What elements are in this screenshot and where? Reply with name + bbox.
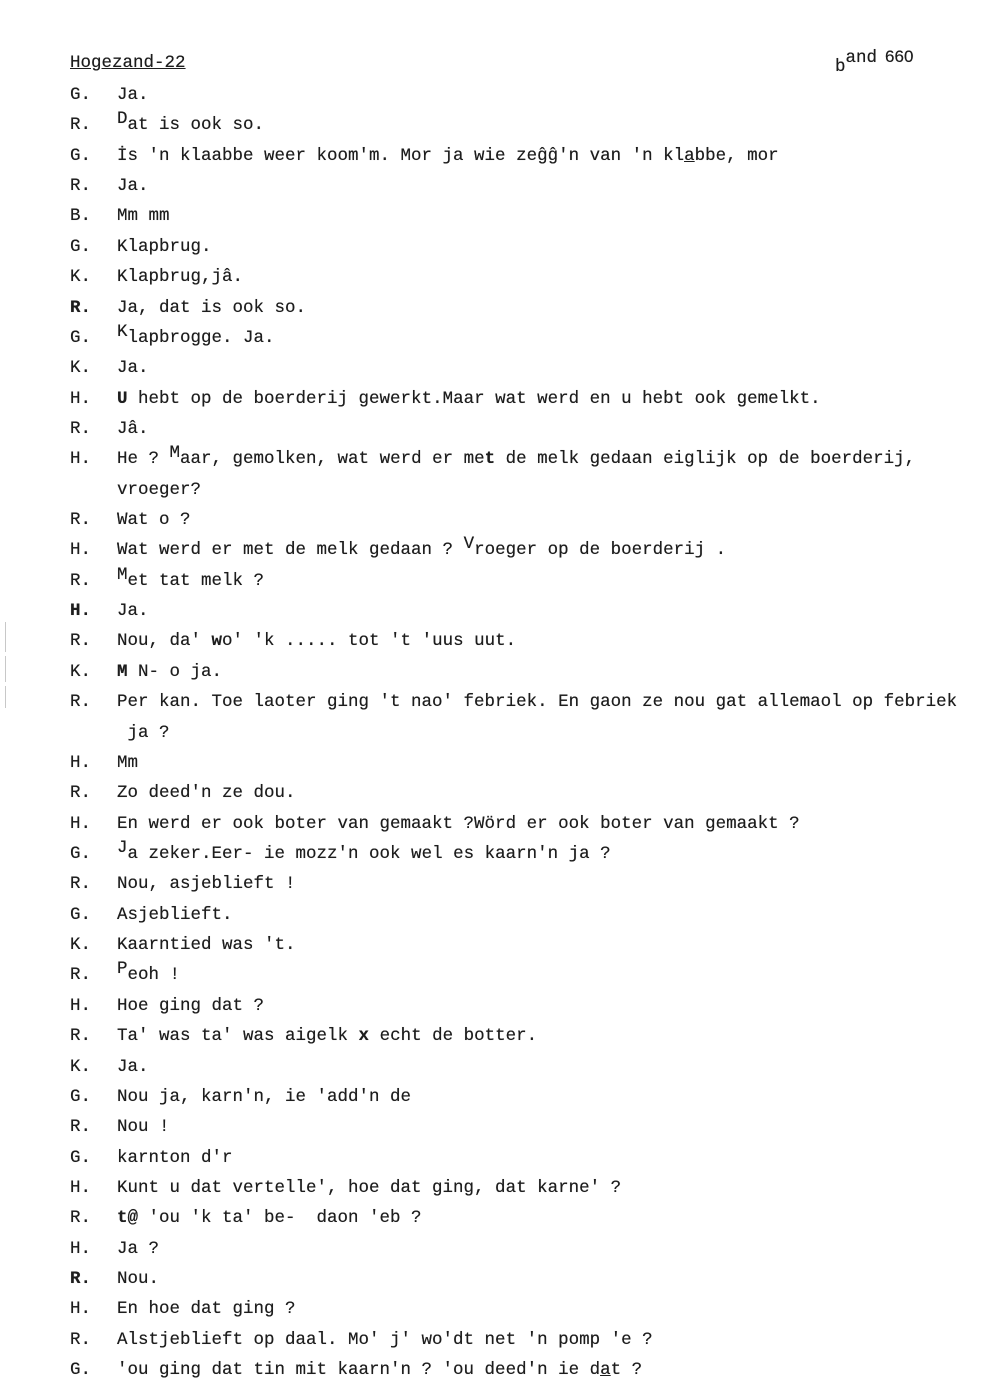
speaker-label: R. (70, 631, 92, 652)
utterance-text (117, 418, 149, 440)
speaker-label: R. (70, 418, 92, 439)
text-segment: En hoe dat ging ? (117, 1299, 296, 1320)
speaker-label: H. (70, 1299, 92, 1320)
speaker-label: R. (70, 115, 92, 136)
text-segment: He ? (117, 449, 170, 470)
text-segment: Klapbrug. (117, 236, 212, 257)
text-segment: echt de botter. (369, 1026, 538, 1047)
speaker-label: K. (70, 358, 92, 379)
band-letter-b: b (835, 57, 846, 77)
text-segment: at is ook so. (127, 115, 265, 136)
band-letters-and: and (845, 48, 878, 68)
text-segment: ja ? (117, 722, 170, 743)
paper-edge-mark (5, 686, 6, 708)
overstruck-text: M (117, 661, 128, 682)
utterance-text (117, 1359, 642, 1381)
speaker-label: G. (70, 1147, 92, 1168)
text-segment: hebt op de boerderij gewerkt.Maar wat werd en u hebt ook gemelkt. (127, 388, 821, 409)
speaker-label: G. (70, 236, 92, 257)
speaker-label: K. (70, 1056, 92, 1077)
utterance-text (117, 1147, 233, 1169)
overstruck-text: t@ (117, 1208, 139, 1229)
text-segment: karnton d'r (117, 1147, 233, 1168)
text-segment: Kunt u dat vertelle', hoe dat ging, dat karne' ? (117, 1177, 622, 1198)
speaker-label: B. (70, 206, 92, 227)
raised-letter: V (463, 534, 475, 555)
speaker-label: R. (70, 783, 92, 804)
text-segment: lapbrogge. Ja. (127, 327, 275, 348)
text-segment: Wat o ? (117, 510, 191, 531)
speaker-label: R. (70, 965, 92, 986)
raised-letter: D (117, 109, 128, 130)
text-segment: Alstjeblieft op daal. Mo' j' wo'dt net 'n pomp 'e ? (117, 1329, 653, 1350)
speaker-label: H. (70, 995, 92, 1016)
raised-letter: M (169, 443, 181, 464)
utterance-text (117, 1298, 296, 1320)
speaker-label: H. (70, 1238, 92, 1259)
utterance-text (117, 1207, 422, 1229)
text-segment: 'ou 'k ta' be- daon 'eb ? (138, 1208, 422, 1229)
text-segment: Hoe ging dat ? (117, 995, 265, 1016)
speaker-label: G. (70, 904, 92, 925)
text-segment: Ja. (117, 358, 149, 379)
utterance-text (117, 1177, 621, 1199)
speaker-label: G. (70, 145, 92, 166)
speaker-label: H. (70, 752, 92, 773)
utterance-text (117, 297, 306, 319)
band-reference (835, 46, 914, 77)
text-segment: de melk gedaan eiglijk op de boerderij, (495, 449, 916, 470)
speaker-label: H. (70, 449, 92, 470)
utterance-text (117, 838, 611, 865)
utterance-text (117, 600, 149, 622)
speaker-label: R. (70, 570, 92, 591)
text-segment: Nou, asjeblieft ! (117, 874, 296, 895)
raised-letter: J (117, 838, 128, 858)
utterance-text (117, 1329, 653, 1351)
utterance-text (117, 175, 149, 197)
text-segment: vroeger? (117, 479, 202, 500)
utterance-text (117, 782, 296, 804)
utterance-text (117, 1238, 159, 1260)
text-segment: Per kan. Toe laoter ging 't nao' febriek. En gaon ze nou gat allemaol op febriek (117, 692, 958, 713)
utterance-text (117, 443, 916, 470)
utterance-text (117, 1116, 170, 1138)
text-segment: Mm (117, 752, 139, 773)
speaker-label: G. (70, 1360, 92, 1381)
utterance-text (117, 995, 264, 1017)
utterance-text (117, 321, 275, 349)
utterance-text (117, 873, 296, 895)
text-segment: Jâ. (117, 418, 149, 439)
text-segment: Ja. (117, 601, 149, 622)
speaker-label: R. (70, 1026, 92, 1047)
utterance-text (117, 1268, 159, 1290)
utterance-text (117, 388, 821, 410)
text-segment: a zeker.Eer- ie mozz'n ook wel es kaarn'n ja ? (127, 844, 611, 864)
text-segment: bbe, mor (694, 145, 779, 166)
underlined-letter: a (600, 1360, 611, 1381)
text-segment: aar, gemolken, wat werd er me (180, 449, 485, 470)
document-title: Hogezand-22 (70, 53, 186, 73)
utterance-text (117, 109, 265, 136)
text-segment: Asjeblieft. (117, 904, 233, 925)
text-segment: Ja. (117, 176, 149, 197)
text-segment: Nou ja, karn'n, ie 'add'n de (117, 1086, 412, 1107)
utterance-text (117, 630, 516, 652)
utterance-text (117, 752, 138, 774)
text-segment: 'ou ging dat tin mit kaarn'n ? 'ou deed'n ie d (117, 1360, 601, 1381)
speaker-label: G. (70, 844, 92, 864)
speaker-label: H. (70, 1177, 92, 1198)
utterance-text (117, 813, 800, 835)
utterance-text (117, 145, 779, 167)
utterance-text (117, 904, 233, 926)
underlined-letter: a (684, 145, 695, 166)
utterance-text (117, 236, 212, 258)
speaker-label: R. (70, 692, 92, 713)
text-segment: Ta' was ta' was aigelk (117, 1026, 359, 1047)
speaker-label: R. (70, 1117, 92, 1138)
utterance-text (117, 1025, 537, 1047)
speaker-label: G. (70, 1086, 92, 1107)
speaker-label: R. (70, 297, 92, 318)
text-segment: Ja, dat is ook so. (117, 297, 307, 318)
utterance-text (117, 84, 149, 106)
text-segment: Nou, da' (117, 631, 212, 652)
overstruck-text: w (211, 631, 223, 652)
text-segment: Nou. (117, 1269, 160, 1290)
text-segment: o' 'k ..... tot 't 'uus uut. (222, 631, 517, 652)
band-number: 660 (885, 47, 914, 66)
speaker-label: K. (70, 661, 92, 682)
text-segment: En werd er ook boter van gemaakt ?Wörd er ook boter van gemaakt ? (117, 813, 800, 834)
raised-letter: P (117, 959, 128, 980)
overstruck-text: t (484, 449, 496, 470)
text-segment: Ja. (117, 85, 149, 105)
speaker-label: H. (70, 601, 92, 622)
paper-edge-mark (5, 622, 6, 652)
paper-edge-mark (5, 656, 6, 682)
text-segment: Ja ? (117, 1238, 160, 1259)
utterance-text (117, 959, 181, 986)
text-segment: N- o ja. (127, 661, 223, 682)
text-segment: İs 'n klaabbe weer koom'm. Mor ja wie zeĝĝ'n van 'n kl (117, 145, 685, 166)
utterance-text (117, 479, 201, 501)
speaker-label: G. (70, 85, 92, 105)
overstruck-text: U (117, 388, 128, 409)
raised-letter: M (117, 564, 128, 585)
text-segment: Nou ! (117, 1117, 170, 1138)
overstruck-text: x (358, 1026, 370, 1047)
text-segment: Klapbrug,jâ. (117, 267, 244, 288)
text-segment: Kaarntied was 't. (117, 935, 296, 956)
text-segment: Wat werd er met de melk gedaan ? (117, 540, 464, 561)
utterance-text (117, 934, 296, 956)
utterance-text (117, 266, 243, 288)
speaker-label: R. (70, 1329, 92, 1350)
speaker-label: K. (70, 267, 92, 288)
speaker-label: R. (70, 1208, 92, 1229)
utterance-text (117, 1086, 411, 1108)
speaker-label: R. (70, 510, 92, 531)
text-segment: et tat melk ? (127, 570, 265, 591)
utterance-text (117, 205, 170, 227)
text-segment: Ja. (117, 1056, 149, 1077)
utterance-text (117, 564, 265, 592)
utterance-text (117, 509, 191, 531)
utterance-text (117, 534, 727, 561)
utterance-text (117, 661, 222, 683)
speaker-label: K. (70, 935, 92, 956)
text-segment: Zo deed'n ze dou. (117, 783, 296, 804)
speaker-label: H. (70, 388, 92, 409)
text-segment: roeger op de boerderij . (474, 540, 727, 561)
text-segment: Mm mm (117, 206, 170, 227)
speaker-label: G. (70, 327, 92, 348)
speaker-label: H. (70, 813, 92, 834)
utterance-text (117, 357, 149, 379)
text-segment: t ? (610, 1360, 643, 1381)
speaker-label: R. (70, 176, 92, 197)
speaker-label: R. (70, 1269, 92, 1290)
speaker-label: H. (70, 540, 92, 561)
speaker-label: R. (70, 874, 92, 895)
text-segment: eoh ! (127, 965, 181, 986)
utterance-text (117, 1056, 149, 1078)
utterance-text (117, 691, 957, 713)
raised-letter: K (117, 321, 128, 342)
utterance-text (117, 722, 170, 744)
